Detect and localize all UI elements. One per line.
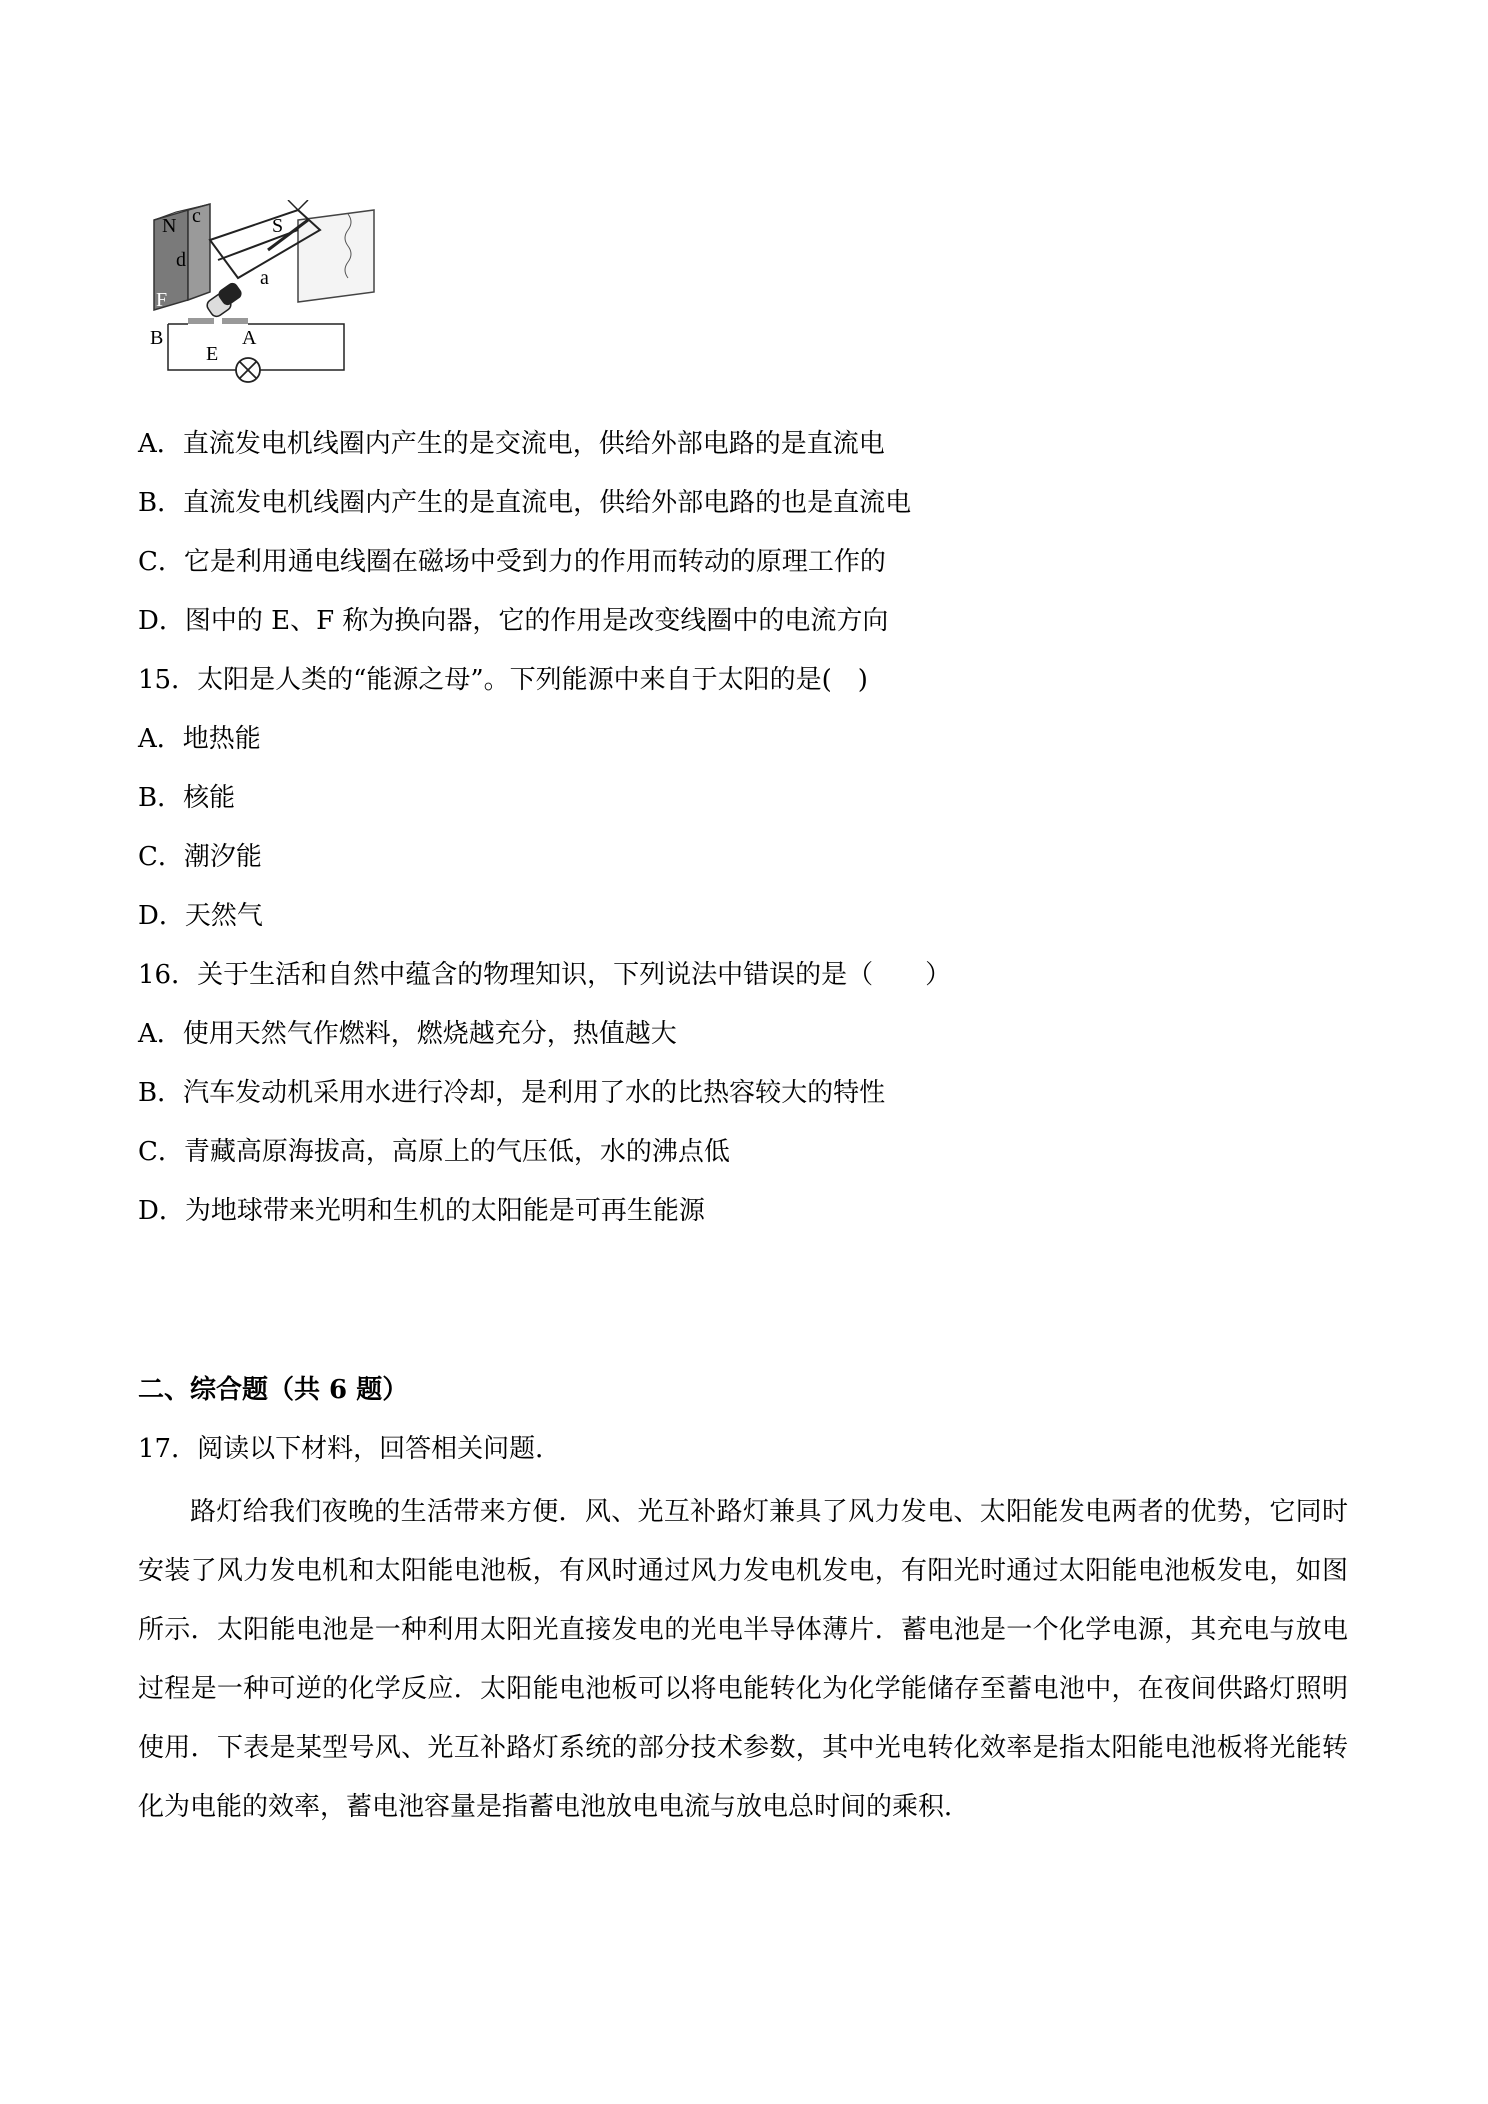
q16-option-d: D．为地球带来光明和生机的太阳能是可再生能源 xyxy=(138,1196,705,1226)
q15-option-d: D．天然气 xyxy=(138,901,263,931)
q15-option-b: B．核能 xyxy=(138,783,236,813)
q16-stem: 16．关于生活和自然中蕴含的物理知识，下列说法中错误的是（ ） xyxy=(138,960,952,990)
q16-option-b: B．汽车发动机采用水进行冷却，是利用了水的比热容较大的特性 xyxy=(138,1078,886,1108)
label-E: E xyxy=(206,343,219,365)
q16-option-c: C．青藏高原海拔高，高原上的气压低，水的沸点低 xyxy=(138,1137,730,1167)
label-N: N xyxy=(162,215,177,237)
section2-heading: 二、综合题（共 6 题） xyxy=(138,1375,409,1405)
label-a: a xyxy=(260,267,269,289)
q17-passage-text: 路灯给我们夜晚的生活带来方便．风、光互补路灯兼具了风力发电、太阳能发电两者的优势，它同时安装了风力发电机和太阳能电池板，有风时通过风力发电机发电，有阳光时通过太阳能电池板发电，如图所示．太阳能电池是一种利用太阳光直接发电的光电半导体薄片．蓄电池是一个化学电源，其充电与放电过程是一种可逆的化学反应．太阳能电池板可以将电能转化为化学能储存至蓄电池中，在夜间供路灯照明使用．下表是某型号风、光互补路灯系统的部分技术参数，其中光电转化效率是指太阳能电池板将光能转化为电能的效率，蓄电池容量是指蓄电池放电电流与放电总时间的乘积． xyxy=(138,1497,1348,1822)
label-S: S xyxy=(272,215,284,237)
label-d: d xyxy=(176,249,186,271)
q14-option-a: A．直流发电机线圈内产生的是交流电，供给外部电路的是直流电 xyxy=(138,429,885,459)
q15-stem: 15．太阳是人类的“能源之母”。下列能源中来自于太阳的是( ) xyxy=(138,665,868,695)
q14-option-d: D．图中的 E、F 称为换向器，它的作用是改变线圈中的电流方向 xyxy=(138,606,889,636)
q17-passage xyxy=(138,1483,1348,1837)
q15-option-c: C．潮汐能 xyxy=(138,842,262,872)
generator-diagram xyxy=(148,200,384,400)
q17-stem: 17．阅读以下材料，回答相关问题． xyxy=(138,1434,562,1464)
q16-option-a: A．使用天然气作燃料，燃烧越充分，热值越大 xyxy=(138,1019,677,1049)
q14-option-b: B．直流发电机线圈内产生的是直流电，供给外部电路的也是直流电 xyxy=(138,488,912,518)
label-A: A xyxy=(242,327,257,349)
label-B: B xyxy=(150,327,164,349)
q15-option-a: A．地热能 xyxy=(138,724,261,754)
q14-option-c: C．它是利用通电线圈在磁场中受到力的作用而转动的原理工作的 xyxy=(138,547,886,577)
label-c: c xyxy=(192,205,201,227)
label-F: F xyxy=(156,289,168,311)
